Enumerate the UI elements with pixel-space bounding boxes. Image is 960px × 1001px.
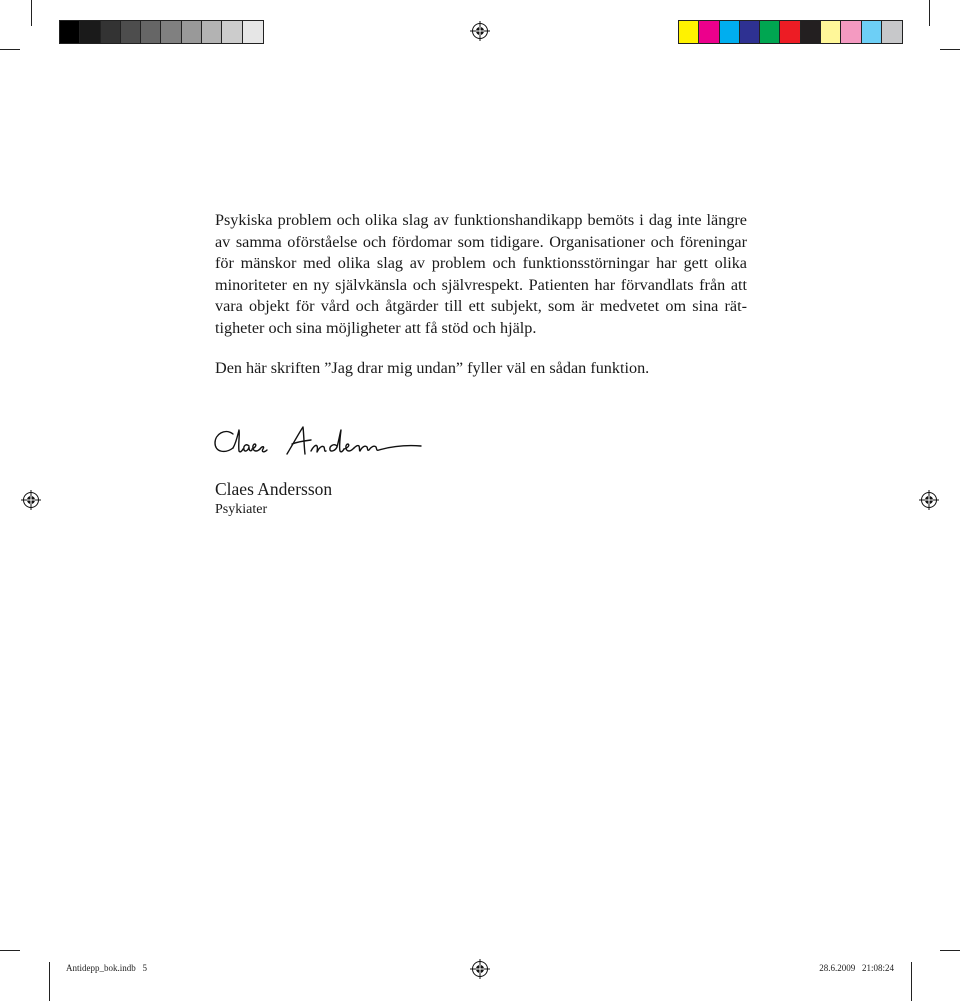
registration-mark-icon [919, 490, 939, 510]
crop-mark [929, 0, 930, 26]
color-swatch [222, 21, 242, 43]
crop-mark [940, 950, 960, 951]
color-swatch [161, 21, 181, 43]
registration-mark-icon [470, 21, 490, 41]
color-swatch [80, 21, 100, 43]
registration-mark-icon [470, 959, 490, 979]
color-swatch [699, 21, 719, 43]
color-swatch [141, 21, 161, 43]
crop-mark [940, 49, 960, 50]
color-swatch [182, 21, 202, 43]
crop-mark [49, 962, 50, 1001]
color-swatch [60, 21, 80, 43]
color-swatch [780, 21, 800, 43]
color-swatch [882, 21, 902, 43]
author-title: Psykiater [215, 502, 268, 517]
color-swatch [862, 21, 882, 43]
slug-timestamp: 28.6.2009 21:08:24 [819, 963, 894, 973]
crop-mark [0, 49, 20, 50]
crop-mark [31, 0, 32, 26]
closing-paragraph: Den här skriften ”Jag drar mig undan” fyller väl en sådan funktion. [215, 359, 650, 377]
author-name: Claes Andersson [215, 479, 333, 499]
color-swatch [760, 21, 780, 43]
color-swatch [821, 21, 841, 43]
color-swatch [101, 21, 121, 43]
slug-file-info: Antidepp_bok.indb 5 [66, 963, 147, 973]
process-color-bar [678, 20, 903, 44]
color-swatch [740, 21, 760, 43]
signature-image [213, 424, 423, 460]
color-swatch [841, 21, 861, 43]
color-swatch [720, 21, 740, 43]
crop-mark [0, 950, 20, 951]
registration-mark-icon [21, 490, 41, 510]
color-swatch [801, 21, 821, 43]
color-swatch [121, 21, 141, 43]
grayscale-color-bar [59, 20, 264, 44]
crop-mark [911, 962, 912, 1001]
color-swatch [202, 21, 222, 43]
body-paragraph: Psykiska problem och olika slag av funktionshandikapp bemöts i dag inte längre av samma oförståelse och fördomar som tidigare. Organisationer och föreningar för mänskor med olika slag av problem och funktionsstörningar har gett olika minoriteter en ny självkänsla och självrespekt. Patienten har förvandlats från att vara objekt för vård och åtgärder till ett subjekt, som är medvetet om sina rättigheter och sina möjligheter att få stöd och hjälp. [215, 211, 747, 337]
color-swatch [243, 21, 263, 43]
color-swatch [679, 21, 699, 43]
